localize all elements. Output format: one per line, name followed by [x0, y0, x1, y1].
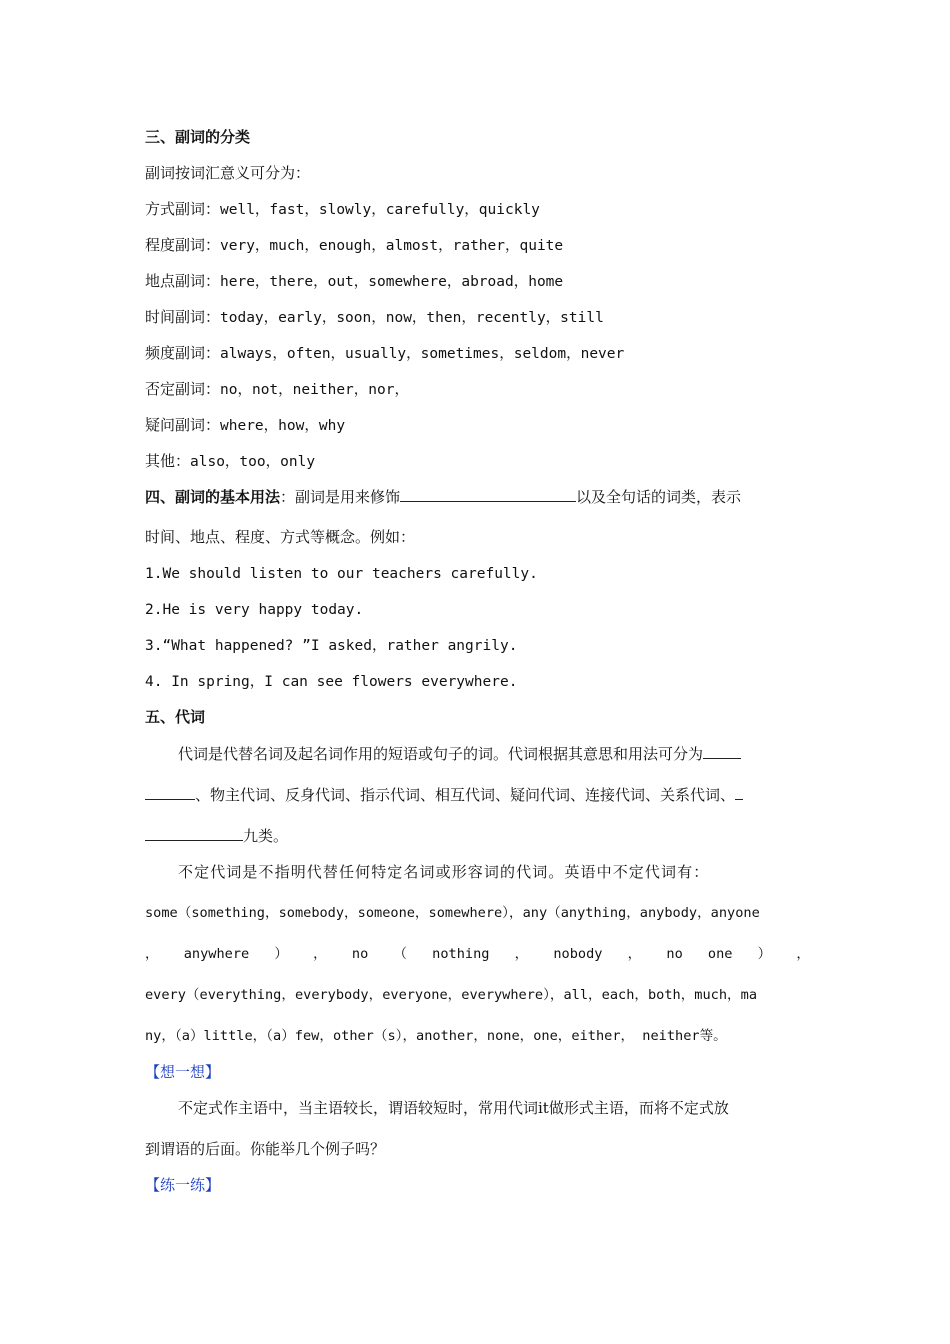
pronoun-paragraph-line: [145, 783, 810, 806]
row-label: 方式副词：: [145, 200, 221, 218]
word: ）: [274, 946, 288, 962]
adverb-row-interrogative: [145, 414, 810, 437]
row-label: 否定副词：: [145, 380, 221, 398]
example-sentence: 3.“What happened? ”I asked，rather angrily.: [145, 638, 518, 654]
word: ，: [145, 946, 159, 962]
section4-line1: [145, 485, 810, 508]
indefinite-paragraph-line: some（something，somebody，someone，somewhere），any（anything，anybody，anyone: [145, 905, 760, 921]
section3-intro: 副词按词汇意义可分为：: [145, 164, 311, 182]
section4-heading: 四、副词的基本用法: [145, 488, 281, 506]
practice-label: 【练一练】: [145, 1176, 221, 1194]
word: nothing: [432, 946, 490, 962]
fill-blank: [145, 783, 195, 800]
adverb-row-place: [145, 270, 810, 293]
adverb-row-degree: [145, 234, 810, 257]
example-sentence: 4. In spring，I can see flowers everywhere.: [145, 674, 518, 690]
fill-blank: [703, 742, 741, 759]
word: ，: [796, 946, 810, 962]
section3-heading: 三、副词的分类: [145, 128, 251, 146]
word: one: [707, 946, 733, 962]
section4-line2: 时间、地点、程度、方式等概念。例如：: [145, 528, 416, 546]
row-label: 程度副词：: [145, 236, 221, 254]
word: nobody: [553, 946, 603, 962]
fill-blank: [145, 824, 243, 841]
think-label: 【想一想】: [145, 1063, 221, 1081]
think-paragraph-line: 不定式作主语中，当主语较长，谓语较短时，常用代词it做形式主语，而将不定式放: [178, 1099, 729, 1117]
indefinite-paragraph-line: every（everything，everybody，everyone，everywhere），all，each，both，much，ma: [145, 987, 758, 1003]
row-words: here，there，out，somewhere，abroad，home: [220, 274, 564, 290]
adverb-row-other: [145, 450, 810, 473]
adverb-row-manner: [145, 198, 810, 221]
paragraph-text: 代词是代替名词及起名词作用的短语或句子的词。代词根据其意思和用法可分为: [178, 745, 704, 763]
section5-heading: 五、代词: [145, 708, 206, 726]
think-paragraph-line: 到谓语的后面。你能举几个例子吗？: [145, 1140, 386, 1158]
word: no: [666, 946, 683, 962]
indefinite-paragraph-line: [145, 943, 810, 965]
section4-text-b: 以及全句话的词类，表示: [576, 488, 742, 506]
section4-text-a: ：副词是用来修饰: [280, 488, 401, 506]
adverb-row-negative: [145, 378, 810, 401]
paragraph-text: 九类。: [243, 827, 289, 845]
indefinite-paragraph-line: 不定代词是不指明代替任何特定名词或形容词的代词。英语中不定代词有：: [178, 863, 710, 881]
row-label: 疑问副词：: [145, 416, 221, 434]
pronoun-paragraph-line: [145, 824, 810, 847]
row-words: also，too，only: [190, 454, 316, 470]
word: ，: [313, 946, 327, 962]
row-words: always，often，usually，sometimes，seldom，never: [220, 346, 625, 362]
adverb-row-frequency: [145, 342, 810, 365]
row-words: no，not，neither，nor，: [220, 382, 409, 398]
row-words: very，much，enough，almost，rather，quite: [220, 238, 564, 254]
pronoun-paragraph-line: [145, 742, 843, 765]
word: （: [393, 946, 408, 962]
fill-blank: [735, 783, 743, 800]
example-sentence: 1.We should listen to our teachers carefully.: [145, 566, 538, 582]
word: no: [351, 946, 369, 962]
row-words: today，early，soon，now，then，recently，still: [220, 310, 604, 326]
row-label: 频度副词：: [145, 344, 221, 362]
adverb-row-time: [145, 306, 810, 329]
row-label: 其他：: [145, 452, 191, 470]
row-words: where，how，why: [220, 418, 346, 434]
row-words: well，fast，slowly，carefully，quickly: [220, 202, 540, 218]
word: ，: [627, 946, 642, 962]
indefinite-paragraph-line: ny，（a）little，（a）few，other（s），another，none，one，either， neither等。: [145, 1028, 727, 1044]
word: ）: [757, 946, 772, 962]
row-label: 地点副词：: [145, 272, 221, 290]
word: anywhere: [183, 946, 250, 962]
fill-blank: [400, 485, 576, 502]
row-label: 时间副词：: [145, 308, 221, 326]
paragraph-text: 、物主代词、反身代词、指示代词、相互代词、疑问代词、连接代词、关系代词、: [195, 786, 736, 804]
word: ，: [514, 946, 529, 962]
example-sentence: 2.He is very happy today.: [145, 602, 364, 618]
